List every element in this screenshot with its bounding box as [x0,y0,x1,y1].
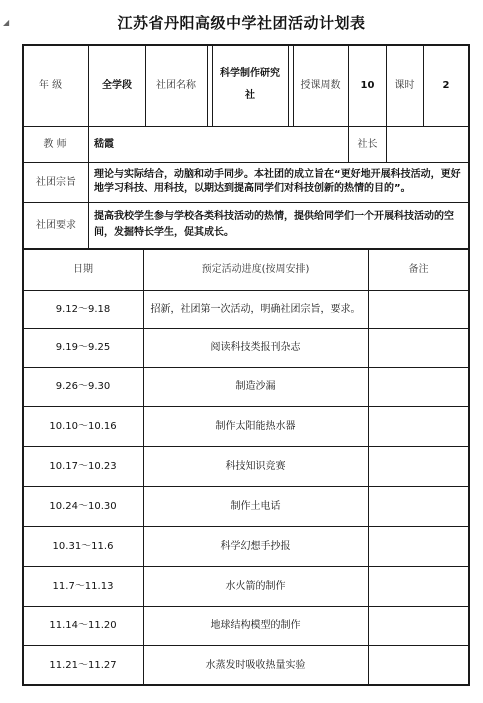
hours-value: 2 [442,79,450,91]
border-line [22,684,470,686]
border-line [145,44,146,126]
border-line [22,446,470,447]
border-line [386,126,387,162]
border-line [22,328,470,329]
border-line [348,44,349,126]
border-line [386,44,387,126]
schedule-row-date: 10.17～10.23 [49,460,117,472]
border-line [22,566,470,567]
border-line [348,126,349,162]
schedule-row-note [368,406,469,446]
schedule-row-date: 9.12～9.18 [55,303,111,315]
border-line [468,44,470,685]
schedule-row-date: 10.31～11.6 [52,540,114,552]
schedule-row-note [368,328,469,367]
schedule-header-date: 日期 [73,263,93,275]
schedule-header-activity: 预定活动进度(按周安排) [201,263,310,275]
teacher-value: 嵇霞 [94,138,114,150]
schedule-row-activity: 制造沙漏 [235,381,276,392]
hours-label: 课时 [394,79,415,91]
schedule-row-activity: 科学幻想手抄报 [220,540,291,552]
schedule-row-activity: 水火箭的制作 [225,580,286,592]
border-line [288,44,289,126]
border-line [423,44,424,126]
schedule-row-date: 10.10～10.16 [49,420,117,432]
border-line [22,248,470,250]
border-line [22,606,470,607]
schedule-row-activity: 地球结构模型的制作 [210,620,301,631]
schedule-row-date: 11.14～11.20 [49,620,117,631]
grade-label: 年 级 [38,79,63,91]
grade-value: 全学段 [102,79,132,91]
schedule-row-note [368,526,469,566]
border-line [22,162,470,163]
schedule-row-note [368,486,469,526]
border-line [293,44,294,126]
border-line [22,526,470,527]
schedule-row-date: 10.24～10.30 [49,500,117,512]
president-value [386,126,469,162]
border-line [22,290,470,291]
schedule-row-activity: 阅读科技类报刊杂志 [210,342,301,353]
border-line [207,44,208,126]
schedule-row-date: 9.26～9.30 [55,381,111,392]
schedule-row-activity: 制作太阳能热水器 [215,420,296,432]
club-name-label: 社团名称 [156,79,196,91]
purpose-value: 理论与实际结合，动脑和动手同步。本社团的成立旨在“更好地开展科技活动，更好地学习科技、用科技，以期达到提高同学们对科技创新的热情的目的”。 [94,168,461,194]
border-line [143,248,144,684]
schedule-row-activity: 招新，社团第一次活动，明确社团宗旨，要求。 [150,303,361,315]
schedule-row-date: 11.21～11.27 [49,659,117,671]
border-line [22,202,470,203]
schedule-row-note [368,367,469,406]
weeks-label: 授课周数 [300,79,341,91]
schedule-row-activity: 水蒸发时吸收热量实验 [205,659,306,671]
border-line [88,162,89,248]
schedule-header-note: 备注 [408,263,429,275]
club-name-value: 科学制作研究社 [220,68,280,101]
schedule-row-note [368,606,469,645]
schedule-row-note [368,290,469,328]
border-line [22,44,470,46]
weeks-value: 10 [360,79,375,91]
border-line [22,44,24,685]
schedule-row-date: 9.19～9.25 [55,342,111,353]
border-line [368,248,369,684]
border-line [22,406,470,407]
requirement-label: 社团要求 [36,219,76,231]
schedule-row-activity: 科技知识竞赛 [225,460,286,472]
teacher-label: 教 师 [43,138,67,150]
border-line [22,367,470,368]
schedule-row-note [368,566,469,606]
border-line [212,44,213,126]
border-line [88,126,89,162]
schedule-row-note [368,645,469,685]
border-line [22,126,470,127]
border-line [22,486,470,487]
corner-mark-icon: ◢ [3,18,10,27]
requirement-value: 提高我校学生参与学校各类科技活动的热情，提供给同学们一个开展科技活动的空间，发掘特长学生，促其成长。 [94,211,454,238]
schedule-row-activity: 制作土电话 [230,500,281,512]
purpose-label: 社团宗旨 [36,176,76,188]
schedule-row-date: 11.7～11.13 [52,580,114,592]
border-line [22,645,470,646]
schedule-row-note [368,446,469,486]
president-label: 社长 [357,138,378,150]
page-title: 江苏省丹阳高级中学社团活动计划表 [117,14,366,32]
border-line [88,44,89,126]
